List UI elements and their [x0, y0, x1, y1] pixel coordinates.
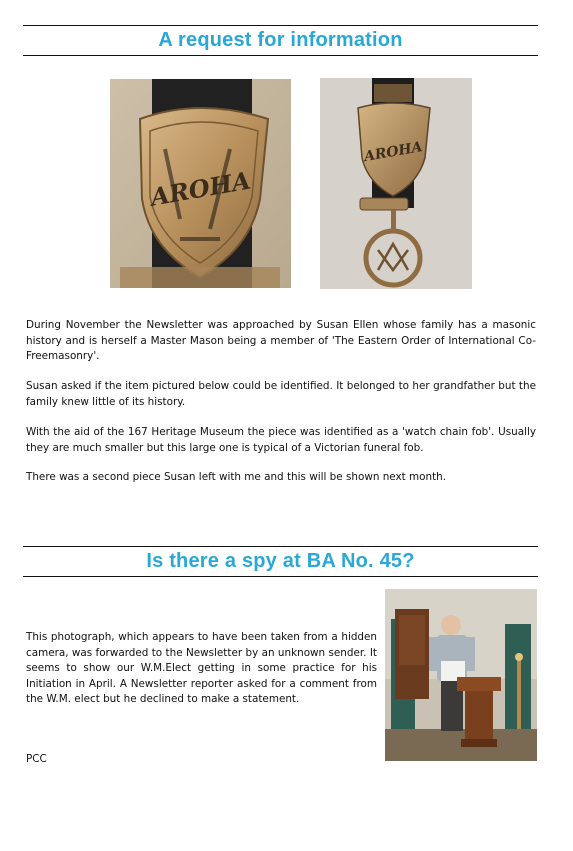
top-rule-1 — [23, 25, 538, 26]
paragraph-4: There was a second piece Susan left with me and this will be shown next month. — [26, 471, 447, 483]
fob-inscription-1: AROHA — [148, 165, 253, 212]
section-title-request: A request for information — [158, 29, 403, 51]
lectern-photo — [385, 589, 537, 761]
section-title-spy: Is there a spy at BA No. 45? — [146, 550, 415, 572]
signoff: PCC — [26, 753, 47, 765]
fob-inscription-2: AROHA — [362, 139, 424, 166]
bottom-rule-2 — [23, 576, 538, 577]
paragraph-2: Susan asked if the item pictured below could be identified. It belonged to her grandfather but the family knew little of its history. — [26, 380, 536, 408]
paragraph-1: During November the Newsletter was approached by Susan Ellen whose family has a masonic history and is herself a Master Mason being a member of 'The Eastern Order of International Co-Freemasonry'. — [26, 319, 536, 362]
top-rule-2 — [23, 546, 538, 547]
fob-full-photo — [320, 78, 472, 289]
spy-paragraph: This photograph, which appears to have been taken from a hidden camera, was forwarded to the Newsletter by an unknown sender. It seems to show our W.M.Elect getting in some practice for his Initiation in April. A Newsletter reporter asked for a comment from the W.M. elect but he declined to make a statement. — [26, 631, 377, 705]
fob-closeup-photo — [110, 79, 291, 288]
paragraph-3: With the aid of the 167 Heritage Museum the piece was identified as a 'watch chain fob'. Usually they are much smaller but this large one is typical of a Victorian funeral fob. — [26, 426, 536, 454]
bottom-rule-1 — [23, 55, 538, 56]
